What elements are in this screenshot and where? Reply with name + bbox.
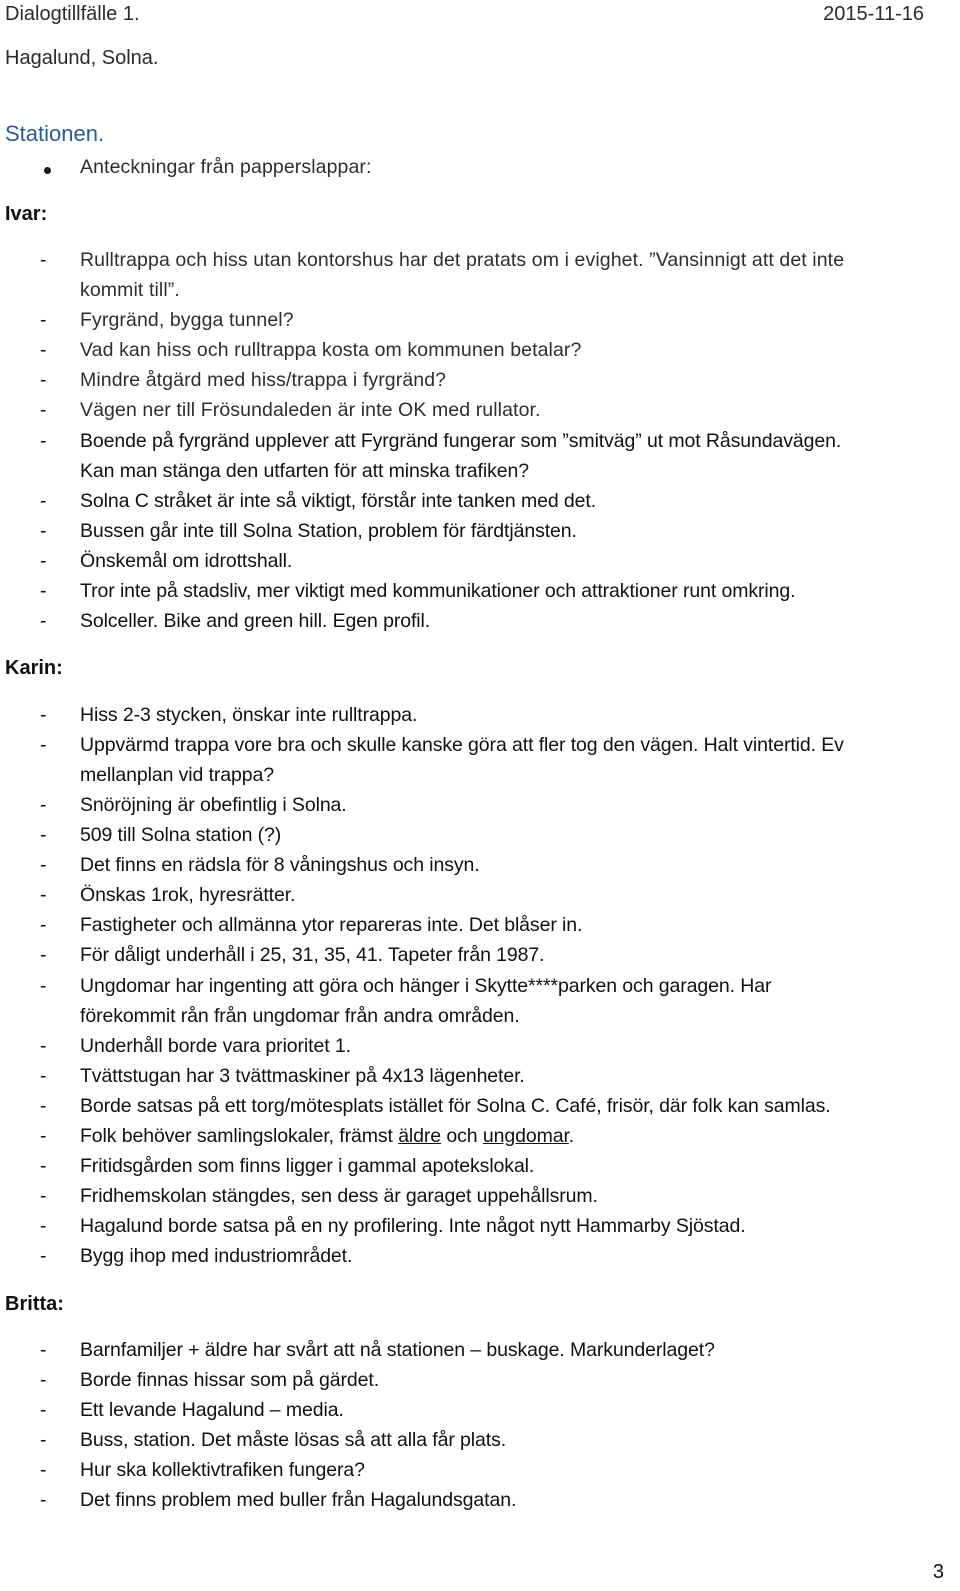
list-text: och: [441, 1125, 483, 1147]
list-item: Det finns en rädsla för 8 våningshus och insyn.: [80, 854, 480, 876]
list-dash: -: [40, 1369, 47, 1391]
list-item: Snöröjning är obefintlig i Solna.: [80, 794, 347, 816]
list-dash: -: [40, 430, 47, 452]
list-item-underlined: [80, 1125, 574, 1148]
speaker-britta: Britta:: [5, 1293, 64, 1315]
list-dash: -: [40, 1215, 47, 1237]
list-item: Tror inte på stadsliv, mer viktigt med kommunikationer och attraktioner runt omkring.: [80, 580, 796, 602]
list-item: Ett levande Hagalund – media.: [80, 1399, 344, 1421]
list-item: Bussen går inte till Solna Station, problem för färdtjänsten.: [80, 520, 577, 542]
list-item: Ungdomar har ingenting att göra och hänger i Skytte****parken och garagen. Har: [80, 975, 772, 997]
list-item: Barnfamiljer + äldre har svårt att nå stationen – buskage. Markunderlaget?: [80, 1339, 715, 1361]
list-dash: -: [40, 794, 47, 816]
list-item: Fritidsgården som finns ligger i gammal apotekslokal.: [80, 1155, 535, 1177]
list-item: Borde finnas hissar som på gärdet.: [80, 1369, 380, 1391]
list-item: Önskemål om idrottshall.: [80, 550, 293, 572]
list-dash: -: [40, 944, 47, 966]
list-dash: -: [40, 1185, 47, 1207]
list-item: Borde satsas på ett torg/mötesplats istället för Solna C. Café, frisör, där folk kan samlas.: [80, 1095, 831, 1117]
document-title: Dialogtillfälle 1.: [5, 3, 140, 25]
list-dash: -: [40, 1095, 47, 1117]
list-item: Mindre åtgärd med hiss/trappa i fyrgränd?: [80, 369, 447, 391]
list-dash: -: [40, 610, 47, 632]
list-dash: -: [40, 490, 47, 512]
list-dash: -: [40, 1459, 47, 1481]
list-item: Solna C stråket är inte så viktigt, förstår inte tanken med det.: [80, 490, 597, 512]
section-heading: Stationen.: [5, 121, 105, 146]
list-dash: -: [40, 1339, 47, 1361]
list-item: Boende på fyrgränd upplever att Fyrgränd fungerar som ”smitväg” ut mot Råsundavägen.: [80, 430, 842, 452]
list-item-continued: förekommit rån från ungdomar från andra områden.: [80, 1005, 520, 1027]
list-dash: -: [40, 1399, 47, 1421]
list-item: Tvättstugan har 3 tvättmaskiner på 4x13 lägenheter.: [80, 1065, 525, 1087]
list-dash: -: [40, 1245, 47, 1267]
list-item: Hagalund borde satsa på en ny profilering. Inte något nytt Hammarby Sjöstad.: [80, 1215, 746, 1237]
list-dash: -: [40, 1489, 47, 1511]
list-text: .: [568, 1125, 575, 1147]
list-item: Det finns problem med buller från Hagalundsgatan.: [80, 1489, 517, 1511]
list-dash: -: [40, 249, 47, 271]
list-dash: -: [40, 1125, 47, 1147]
list-dash: -: [40, 520, 47, 542]
list-dash: -: [40, 824, 47, 846]
list-dash: -: [40, 854, 47, 876]
list-item-continued: mellanplan vid trappa?: [80, 764, 275, 786]
page-number: 3: [932, 1561, 944, 1583]
underlined-word: ungdomar: [482, 1125, 569, 1147]
list-item: Rulltrappa och hiss utan kontorshus har det pratats om i evighet. ”Vansinnigt att det inte: [80, 249, 845, 271]
list-dash: -: [40, 1155, 47, 1177]
list-dash: -: [40, 914, 47, 936]
list-dash: -: [40, 1065, 47, 1087]
list-dash: -: [40, 339, 47, 361]
list-item-continued: kommit till”.: [80, 279, 180, 301]
list-item: Hur ska kollektivtrafiken fungera?: [80, 1459, 365, 1481]
list-dash: -: [40, 884, 47, 906]
bullet-text: Anteckningar från papperslappar:: [80, 156, 372, 178]
list-item: Önskas 1rok, hyresrätter.: [80, 884, 296, 906]
list-dash: -: [40, 309, 47, 331]
list-item: 509 till Solna station (?): [80, 824, 282, 846]
list-item-continued: Kan man stänga den utfarten för att minska trafiken?: [80, 460, 529, 482]
list-item: Fastigheter och allmänna ytor repareras inte. Det blåser in.: [80, 914, 583, 936]
list-item: Uppvärmd trappa vore bra och skulle kanske göra att fler tog den vägen. Halt vintertid. Ev: [80, 734, 844, 756]
underlined-word: äldre: [398, 1125, 442, 1147]
document-date: 2015-11-16: [823, 3, 924, 25]
list-dash: -: [40, 369, 47, 391]
list-item: Underhåll borde vara prioritet 1.: [80, 1035, 351, 1057]
list-item: Fyrgränd, bygga tunnel?: [80, 309, 294, 331]
speaker-ivar: Ivar:: [5, 203, 48, 225]
list-item: Hiss 2-3 stycken, önskar inte rulltrappa.: [80, 704, 418, 726]
list-dash: -: [40, 1035, 47, 1057]
list-item: Bygg ihop med industriområdet.: [80, 1245, 353, 1267]
list-dash: -: [40, 734, 47, 756]
bullet-icon: [44, 167, 51, 174]
list-dash: -: [40, 1429, 47, 1451]
list-dash: -: [40, 580, 47, 602]
list-dash: -: [40, 399, 47, 421]
speaker-karin: Karin:: [5, 657, 63, 679]
list-dash: -: [40, 704, 47, 726]
document-location: Hagalund, Solna.: [5, 47, 159, 69]
list-dash: -: [40, 550, 47, 572]
list-item: Fridhemskolan stängdes, sen dess är garaget uppehållsrum.: [80, 1185, 598, 1207]
list-dash: -: [40, 975, 47, 997]
list-item: Buss, station. Det måste lösas så att alla får plats.: [80, 1429, 507, 1451]
list-text: Folk behöver samlingslokaler, främst: [80, 1125, 399, 1147]
list-item: Vägen ner till Frösundaleden är inte OK med rullator.: [80, 399, 541, 421]
list-item: Vad kan hiss och rulltrappa kosta om kommunen betalar?: [80, 339, 582, 361]
list-item: Solceller. Bike and green hill. Egen profil.: [80, 610, 431, 632]
list-item: För dåligt underhåll i 25, 31, 35, 41. Tapeter från 1987.: [80, 944, 545, 966]
